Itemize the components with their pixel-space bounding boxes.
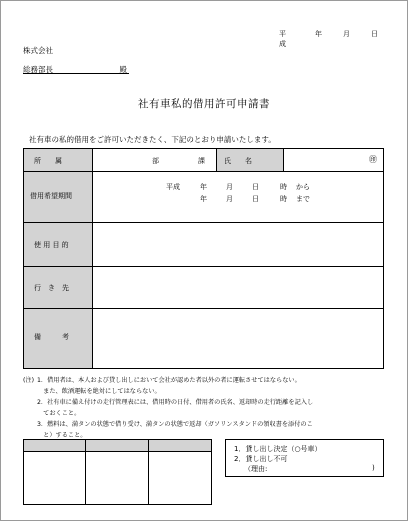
decision-rejected: 2．貸し出し不可 <box>234 455 288 463</box>
approval-grid-header <box>24 440 211 452</box>
decision-box <box>225 439 384 477</box>
row-divider <box>24 266 383 267</box>
approval-stamp-grid <box>23 439 212 505</box>
decision-reason-close: ) <box>372 464 375 472</box>
section-unit: 課 <box>198 157 205 165</box>
until-day-unit: 日 <box>252 195 259 203</box>
until-text: まで <box>296 195 310 203</box>
period-label: 借用希望期間 <box>30 192 72 200</box>
note-line: 3．燃料は、満タンの状態で借り受け、満タンの状態で返却（ガソリンスタンドの領収書を添付のこ <box>37 421 313 428</box>
until-year-unit: 年 <box>200 195 207 203</box>
intro-text: 社有車の私的借用をご許可いただきたく、下記のとおり申請いたします。 <box>29 135 276 144</box>
date-year-unit: 年 <box>315 30 322 38</box>
approval-grid-divider <box>85 440 86 504</box>
from-text: から <box>296 183 310 191</box>
approval-grid-divider <box>148 440 149 504</box>
date-month-unit: 月 <box>343 30 350 38</box>
date-era: 平成 <box>279 30 286 48</box>
addressee-dept: 総務部長 <box>23 65 53 74</box>
note-line: 1．借用者は、本人および貸し出しにおいて会社が認めた者以外の者に運転させてはならない。 <box>37 377 301 384</box>
note-line: ておくこと。 <box>37 410 81 417</box>
addressee-suffix: 殿 <box>119 65 127 74</box>
application-table <box>23 148 384 369</box>
decision-reason: （理由: <box>244 465 268 473</box>
row-divider <box>24 222 383 223</box>
from-day-unit: 日 <box>252 183 259 191</box>
row-divider <box>24 308 383 309</box>
until-month-unit: 月 <box>226 195 233 203</box>
until-hour-unit: 時 <box>280 195 287 203</box>
remarks-label: 備 考 <box>34 333 69 341</box>
addressee-line <box>23 64 129 74</box>
seal-mark: ㊞ <box>369 155 377 164</box>
name-label: 氏 名 <box>224 157 252 165</box>
from-hour-unit: 時 <box>280 183 287 191</box>
decision-approved: 1．貸し出し決定（○号車） <box>234 445 322 453</box>
destination-label: 行 き 先 <box>34 284 69 292</box>
period-era: 平成 <box>166 183 180 191</box>
affiliation-label: 所 属 <box>34 157 62 165</box>
company-name: 株式会社 <box>23 46 53 55</box>
row-divider <box>24 171 383 172</box>
dept-unit: 部 <box>152 157 159 165</box>
date-day-unit: 日 <box>371 30 378 38</box>
purpose-label: 使 用 目 的 <box>34 241 69 249</box>
notes-mark: (注) <box>23 377 35 384</box>
note-line: と）すること。 <box>37 432 87 439</box>
from-month-unit: 月 <box>226 183 233 191</box>
from-year-unit: 年 <box>200 183 207 191</box>
note-line: 2．社有車に備え付けの走行管理表には、借用時の日付、借用者の氏名、返却時の走行距離を記入し <box>37 399 314 406</box>
document-title: 社有車私的借用許可申請書 <box>138 98 270 110</box>
note-line: また、飲酒運転を絶対にしてはならない。 <box>37 388 161 395</box>
